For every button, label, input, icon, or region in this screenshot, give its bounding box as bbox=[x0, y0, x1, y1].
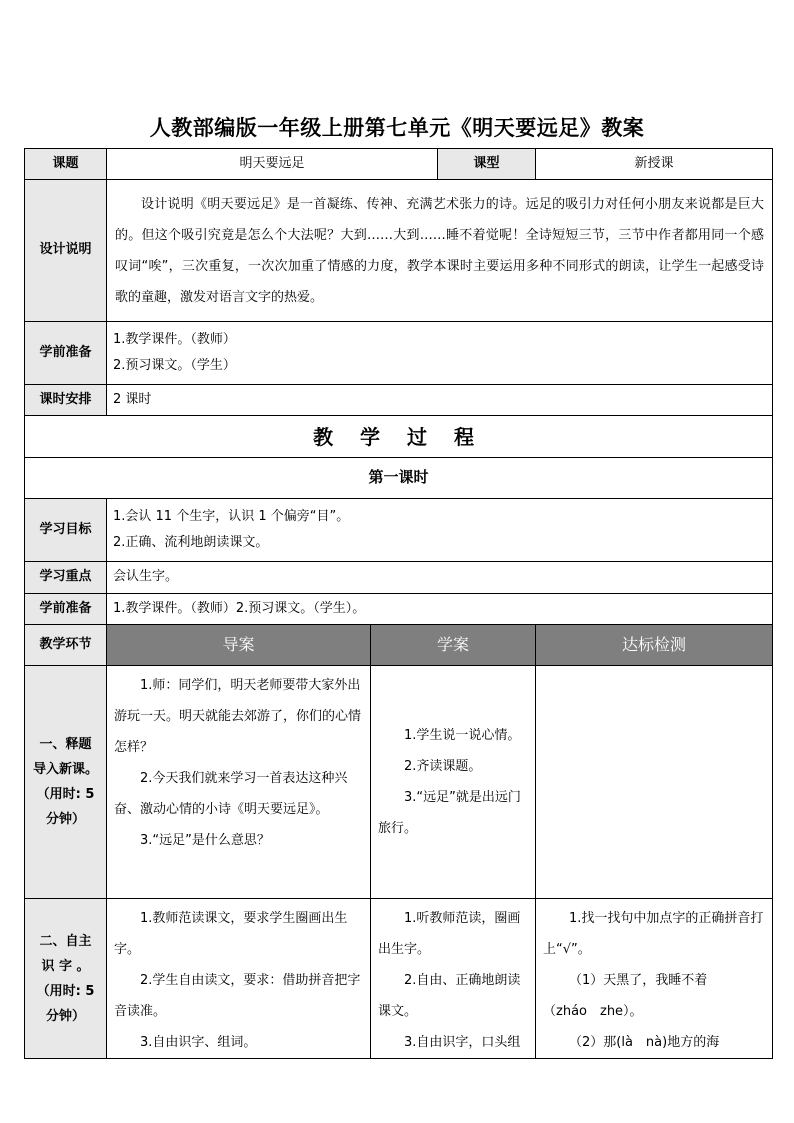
stage2-label-line: 二、自主 bbox=[39, 933, 92, 949]
stage1-guide bbox=[107, 666, 371, 899]
goal-line: 1.会认 11 个生字，认识 1 个偏旁“目”。 bbox=[113, 509, 350, 524]
row-prep bbox=[25, 322, 773, 385]
row-process-title bbox=[25, 416, 773, 458]
lesson1-title: 第一课时 bbox=[25, 458, 773, 499]
header-check: 达标检测 bbox=[536, 625, 773, 666]
stage2-check bbox=[536, 899, 773, 1059]
prep-line: 1.教学课件。（教师） bbox=[113, 332, 236, 347]
key-label: 学习重点 bbox=[25, 562, 107, 594]
stage2-label bbox=[25, 899, 107, 1059]
schedule-label: 课时安排 bbox=[25, 385, 107, 416]
row-schedule bbox=[25, 385, 773, 416]
stage1-label-line: 分钟） bbox=[45, 812, 85, 827]
stage2-label-line: 识 字 。 bbox=[41, 958, 90, 974]
stage2-study bbox=[371, 899, 536, 1059]
prep-line: 2.预习课文。（学生） bbox=[113, 358, 236, 373]
row-stage1 bbox=[25, 666, 773, 899]
stage1-study-item: 2.齐读课题。 bbox=[404, 759, 482, 774]
stage1-study-item: 3.“远足”就是出远门旅行。 bbox=[378, 790, 521, 836]
stage2-guide-item: 1.教师范读课文，要求学生圈画出生字。 bbox=[114, 911, 348, 957]
row-header bbox=[25, 625, 773, 666]
row-goal bbox=[25, 499, 773, 562]
stage2-check-item: （1）天黑了，我睡不着 bbox=[569, 973, 708, 988]
goal-line: 2.正确、流利地朗读课文。 bbox=[113, 535, 269, 550]
stage1-label-line: 一、释题 bbox=[39, 737, 92, 752]
stage1-guide-item: 1.师：同学们，明天老师要带大家外出游玩一天。明天就能去郊游了，你们的心情怎样？ bbox=[114, 678, 362, 755]
row-lesson1-title bbox=[25, 458, 773, 499]
stage1-study bbox=[371, 666, 536, 899]
stage2-check-item: （2）那(là nà)地方的海 bbox=[569, 1035, 720, 1050]
stage1-label-line: （用时: 5 bbox=[36, 787, 95, 802]
stage2-label-line: 分钟） bbox=[45, 1008, 85, 1024]
row-design bbox=[25, 180, 773, 322]
row-stage2 bbox=[25, 899, 773, 1059]
design-text-cell bbox=[107, 180, 773, 322]
stage1-study-item: 1.学生说一说心情。 bbox=[404, 728, 521, 743]
stage2-label-line: （用时: 5 bbox=[36, 983, 95, 999]
stage1-guide-item: 3.“远足”是什么意思？ bbox=[140, 833, 270, 848]
process-title: 教 学 过 程 bbox=[25, 416, 773, 458]
row-key bbox=[25, 562, 773, 594]
header-guide: 导案 bbox=[107, 625, 371, 666]
design-text: 设计说明《明天要远足》是一首凝练、传神、充满艺术张力的诗。远足的吸引力对任何小朋友来说都是巨大的。但这个吸引究竟是怎么个大法呢？大到……大到……睡不着觉呢！全诗短短三节，三节中作者都用同一个感叹词“唉”，三次重复，一次次加重了情感的力度，教学本课时主要运用多种不同形式的朗读，让学生一起感受诗歌的童趣，激发对语言文字的热爱。 bbox=[115, 196, 765, 305]
stage2-study-item: 2.自由、正确地朗读课文。 bbox=[378, 973, 521, 1019]
topic-value: 明天要远足 bbox=[107, 149, 438, 180]
stage1-label bbox=[25, 666, 107, 899]
prep-cell bbox=[107, 322, 773, 385]
lesson-plan-table bbox=[24, 148, 773, 1059]
stage1-check bbox=[536, 666, 773, 899]
type-label: 课型 bbox=[438, 149, 536, 180]
row-prep2 bbox=[25, 594, 773, 625]
topic-label: 课题 bbox=[25, 149, 107, 180]
stage2-study-item: 3.自由识字，口头组 bbox=[404, 1035, 521, 1050]
prep-label: 学前准备 bbox=[25, 322, 107, 385]
goal-cell bbox=[107, 499, 773, 562]
stage2-guide bbox=[107, 899, 371, 1059]
design-label: 设计说明 bbox=[25, 180, 107, 322]
document-title: 人教部编版一年级上册第七单元《明天要远足》教案 bbox=[149, 116, 645, 140]
prep2-value: 1.教学课件。（教师）2.预习课文。（学生）。 bbox=[107, 594, 773, 625]
schedule-value: 2 课时 bbox=[107, 385, 773, 416]
key-value: 会认生字。 bbox=[107, 562, 773, 594]
type-value: 新授课 bbox=[536, 149, 773, 180]
stage2-check-item: 1.找一找句中加点字的正确拼音打上“√”。 bbox=[543, 911, 764, 957]
stage2-guide-item: 2.学生自由读文，要求：借助拼音把字音读准。 bbox=[114, 973, 361, 1019]
stage1-guide-item: 2.今天我们就来学习一首表达这种兴奋、激动心情的小诗《明天要远足》。 bbox=[114, 771, 348, 817]
stage1-label-line: 导入新课。 bbox=[32, 762, 98, 777]
stage2-study-item: 1.听教师范读，圈画出生字。 bbox=[378, 911, 521, 957]
header-study: 学案 bbox=[371, 625, 536, 666]
header-stage: 教学环节 bbox=[25, 625, 107, 666]
row-topic bbox=[25, 149, 773, 180]
goal-label: 学习目标 bbox=[25, 499, 107, 562]
prep2-label: 学前准备 bbox=[25, 594, 107, 625]
stage2-guide-item: 3.自由识字、组词。 bbox=[140, 1035, 257, 1050]
stage2-check-item: （zháo zhe）。 bbox=[543, 1004, 643, 1019]
